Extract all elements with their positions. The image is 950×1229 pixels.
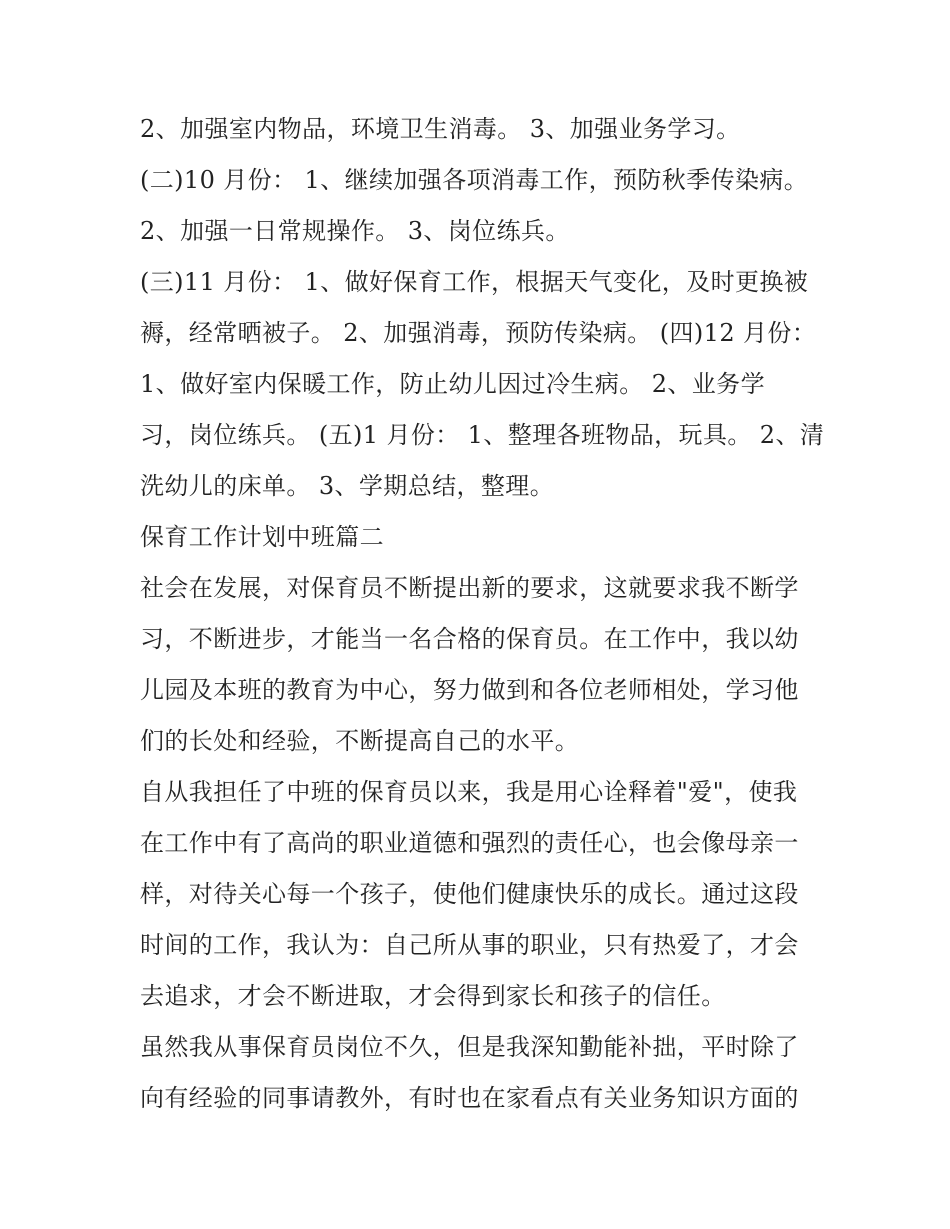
text-line: 社会在发展，对保育员不断提出新的要求，这就要求我不断学: [140, 574, 799, 602]
text-line: 时间的工作，我认为：自己所从事的职业，只有热爱了，才会: [140, 931, 799, 959]
text-line: 1、做好室内保暖工作，防止幼儿因过冷生病。 2、业务学: [140, 370, 765, 398]
section-heading: 保育工作计划中班篇二: [140, 523, 384, 551]
text-line: 虽然我从事保育员岗位不久，但是我深知勤能补拙，平时除了: [140, 1033, 799, 1061]
text-line: 褥，经常晒被子。 2、加强消毒，预防传染病。 (四)12 月份：: [140, 319, 817, 347]
text-line: 们的长处和经验，不断提高自己的水平。: [140, 727, 580, 755]
text-line: 习，岗位练兵。 (五)1 月份： 1、整理各班物品，玩具。 2、清: [140, 421, 825, 449]
text-line: (二)10 月份： 1、继续加强各项消毒工作，预防秋季传染病。: [140, 166, 809, 194]
text-line: (三)11 月份： 1、做好保育工作，根据天气变化，及时更换被: [140, 268, 809, 296]
text-line: 习，不断进步，才能当一名合格的保育员。在工作中，我以幼: [140, 625, 799, 653]
document-body: [140, 104, 825, 1124]
text-line: 2、加强室内物品，环境卫生消毒。 3、加强业务学习。: [140, 115, 741, 143]
text-line: 向有经验的同事请教外，有时也在家看点有关业务知识方面的: [140, 1084, 799, 1112]
text-line: 自从我担任了中班的保育员以来，我是用心诠释着"爱"，使我: [140, 778, 798, 806]
text-line: 洗幼儿的床单。 3、学期总结，整理。: [140, 472, 555, 500]
text-line: 2、加强一日常规操作。 3、岗位练兵。: [140, 217, 570, 245]
text-line: 去追求，才会不断进取，才会得到家长和孩子的信任。: [140, 982, 726, 1010]
text-line: 样，对待关心每一个孩子，使他们健康快乐的成长。通过这段: [140, 880, 799, 908]
text-line: 儿园及本班的教育为中心，努力做到和各位老师相处，学习他: [140, 676, 799, 704]
text-line: 在工作中有了高尚的职业道德和强烈的责任心，也会像母亲一: [140, 829, 799, 857]
